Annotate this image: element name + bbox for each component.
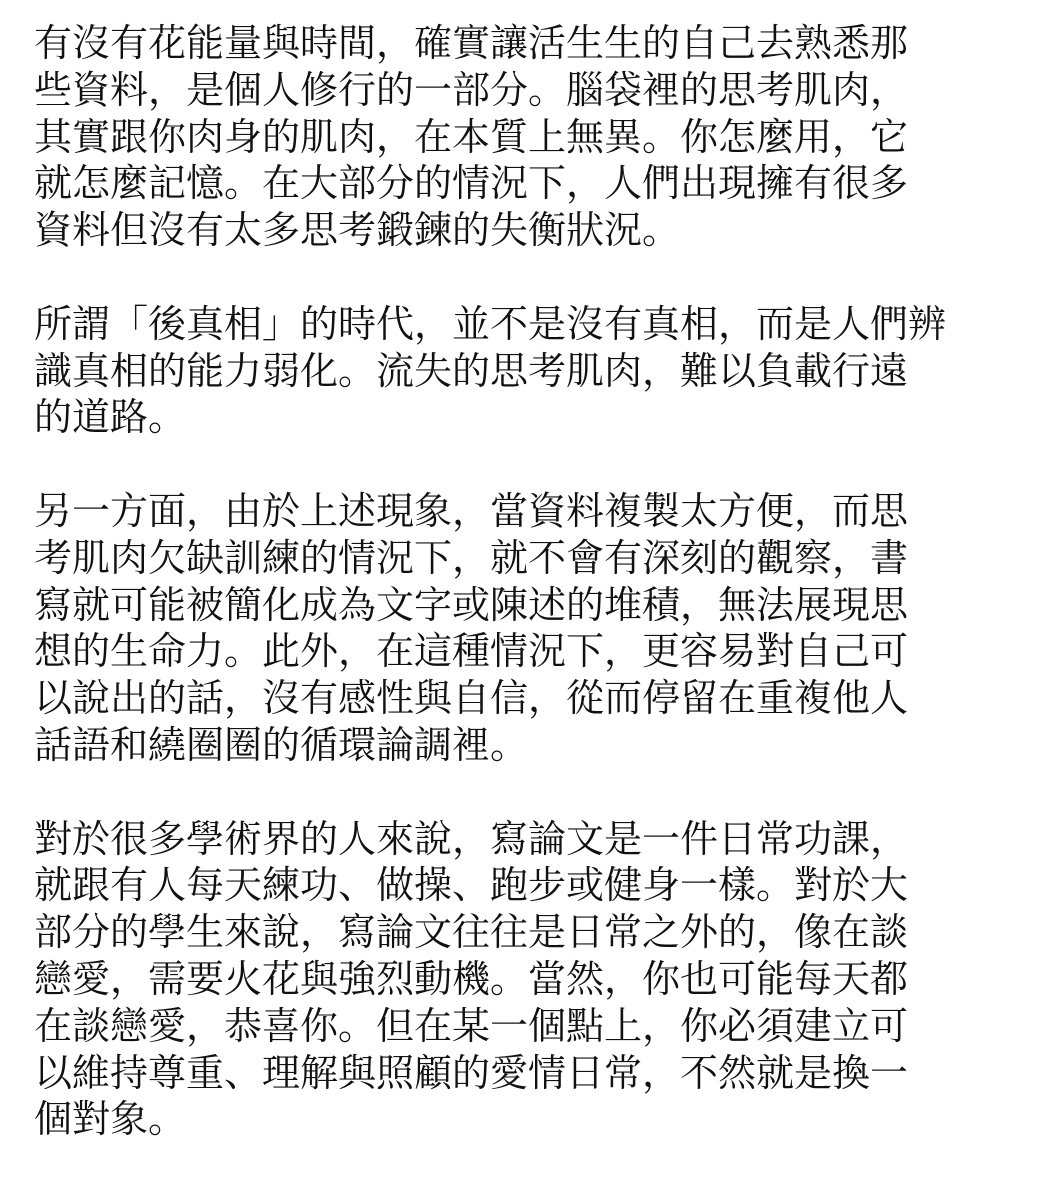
text-line: 資料但沒有太多思考鍛鍊的失衡狀況。 <box>34 208 681 253</box>
paragraph-spacer <box>34 254 1012 301</box>
paragraph-1 <box>34 20 1012 254</box>
paragraph-4 <box>34 816 1012 1144</box>
text-line: 以維持尊重、理解與照顧的愛情日常，不然就是換一 <box>34 1050 909 1095</box>
text-line: 想的生命力。此外，在這種情況下，更容易對自己可 <box>34 629 909 674</box>
text-line: 寫就可能被簡化成為文字或陳述的堆積，無法展現思 <box>34 582 909 627</box>
text-line: 識真相的能力弱化。流失的思考肌肉，難以負載行遠 <box>34 348 909 393</box>
text-line: 的道路。 <box>34 395 187 440</box>
text-line: 就怎麼記憶。在大部分的情況下，人們出現擁有很多 <box>34 161 909 206</box>
text-line: 以說出的話，沒有感性與自信，從而停留在重複他人 <box>34 676 909 721</box>
text-line: 對於很多學術界的人來說，寫論文是一件日常功課， <box>34 816 909 861</box>
text-line: 考肌肉欠缺訓練的情況下，就不會有深刻的觀察，書 <box>34 535 909 580</box>
paragraph-2 <box>34 301 1012 441</box>
paragraph-spacer <box>34 441 1012 488</box>
text-line: 部分的學生來說，寫論文往往是日常之外的，像在談 <box>34 910 909 955</box>
text-line: 就跟有人每天練功、做操、跑步或健身一樣。對於大 <box>34 863 909 908</box>
paragraph-spacer <box>34 769 1012 816</box>
text-line: 所謂「後真相」的時代，並不是沒有真相，而是人們辨 <box>34 301 947 346</box>
text-line: 個對象。 <box>34 1097 187 1142</box>
text-line: 另一方面，由於上述現象，當資料複製太方便，而思 <box>34 488 909 533</box>
text-line: 話語和繞圈圈的循環論調裡。 <box>34 722 529 767</box>
paragraph-3 <box>34 488 1012 769</box>
text-line: 些資料，是個人修行的一部分。腦袋裡的思考肌肉， <box>34 67 909 112</box>
text-line: 其實跟你肉身的肌肉，在本質上無異。你怎麼用，它 <box>34 114 909 159</box>
text-line: 有沒有花能量與時間，確實讓活生生的自己去熟悉那 <box>34 21 909 65</box>
text-line: 戀愛，需要火花與強烈動機。當然，你也可能每天都 <box>34 956 909 1001</box>
text-line: 在談戀愛，恭喜你。但在某一個點上，你必須建立可 <box>34 1003 909 1048</box>
